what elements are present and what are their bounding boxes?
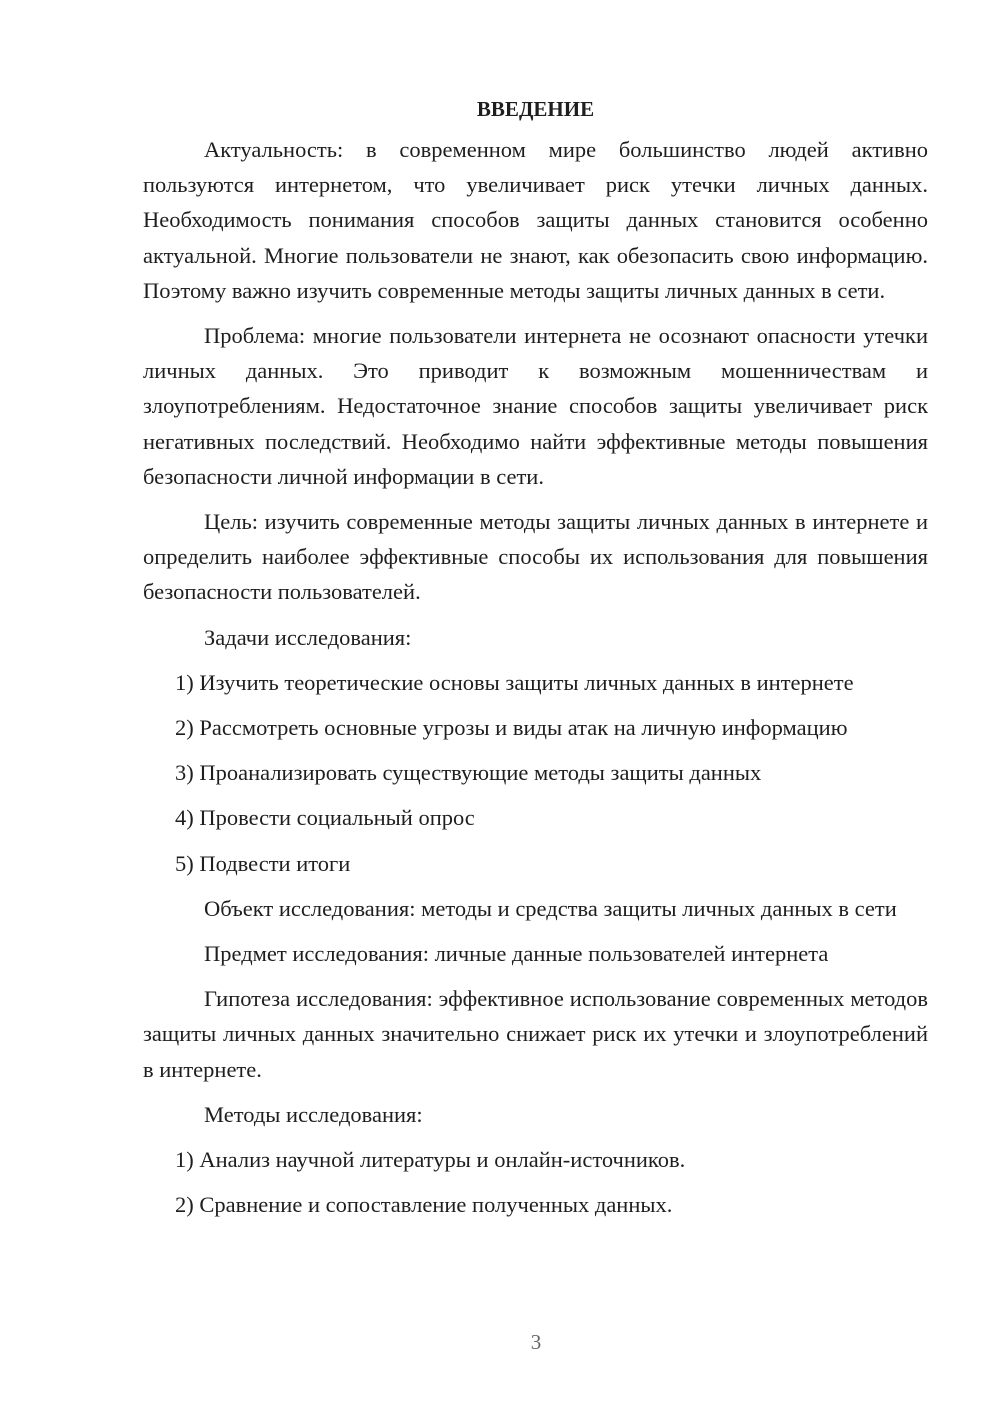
task-item: 4) Провести социальный опрос	[175, 805, 475, 831]
problem-paragraph: Проблема: многие пользователи интернета не осознают опасности утечки личных данных. Это приводит к возможным мошенничествам и злоупотреблениям. Недостаточное знание способов защиты увеличивает риск негативных последствий. Необходимо найти эффективные методы повышения безопасности личной информации в сети.	[143, 323, 928, 489]
page-content	[143, 90, 928, 1232]
page-number: 3	[530, 1330, 542, 1354]
method-item: 1) Анализ научной литературы и онлайн-источников.	[175, 1147, 686, 1173]
section-title: ВВЕДЕНИЕ	[476, 97, 595, 121]
goal-paragraph: Цель: изучить современные методы защиты личных данных в интернете и определить наиболее эффективные способы их использования для повышения безопасности пользователей.	[143, 509, 928, 605]
method-item: 2) Сравнение и сопоставление полученных данных.	[175, 1192, 673, 1218]
relevance-paragraph: Актуальность: в современном мире большинство людей активно пользуются интернетом, что увеличивает риск утечки личных данных. Необходимость понимания способов защиты данных становится особенно актуальной. Многие пользователи не знают, как обезопасить свою информацию. Поэтому важно изучить современные методы защиты личных данных в сети.	[143, 137, 928, 303]
task-item: 5) Подвести итоги	[175, 850, 351, 876]
task-item: 2) Рассмотреть основные угрозы и виды атак на личную информацию	[175, 715, 848, 741]
tasks-heading: Задачи исследования:	[204, 624, 412, 650]
methods-heading: Методы исследования:	[204, 1101, 423, 1127]
task-item: 3) Проанализировать существующие методы защиты данных	[175, 760, 762, 786]
object-paragraph: Объект исследования: методы и средства защиты личных данных в сети	[204, 895, 897, 921]
task-item: 1) Изучить теоретические основы защиты личных данных в интернете	[175, 669, 854, 695]
subject-paragraph: Предмет исследования: личные данные пользователей интернета	[204, 941, 829, 967]
hypothesis-paragraph: Гипотеза исследования: эффективное использование современных методов защиты личных данных значительно снижает риск их утечки и злоупотреблений в интернете.	[143, 986, 928, 1082]
